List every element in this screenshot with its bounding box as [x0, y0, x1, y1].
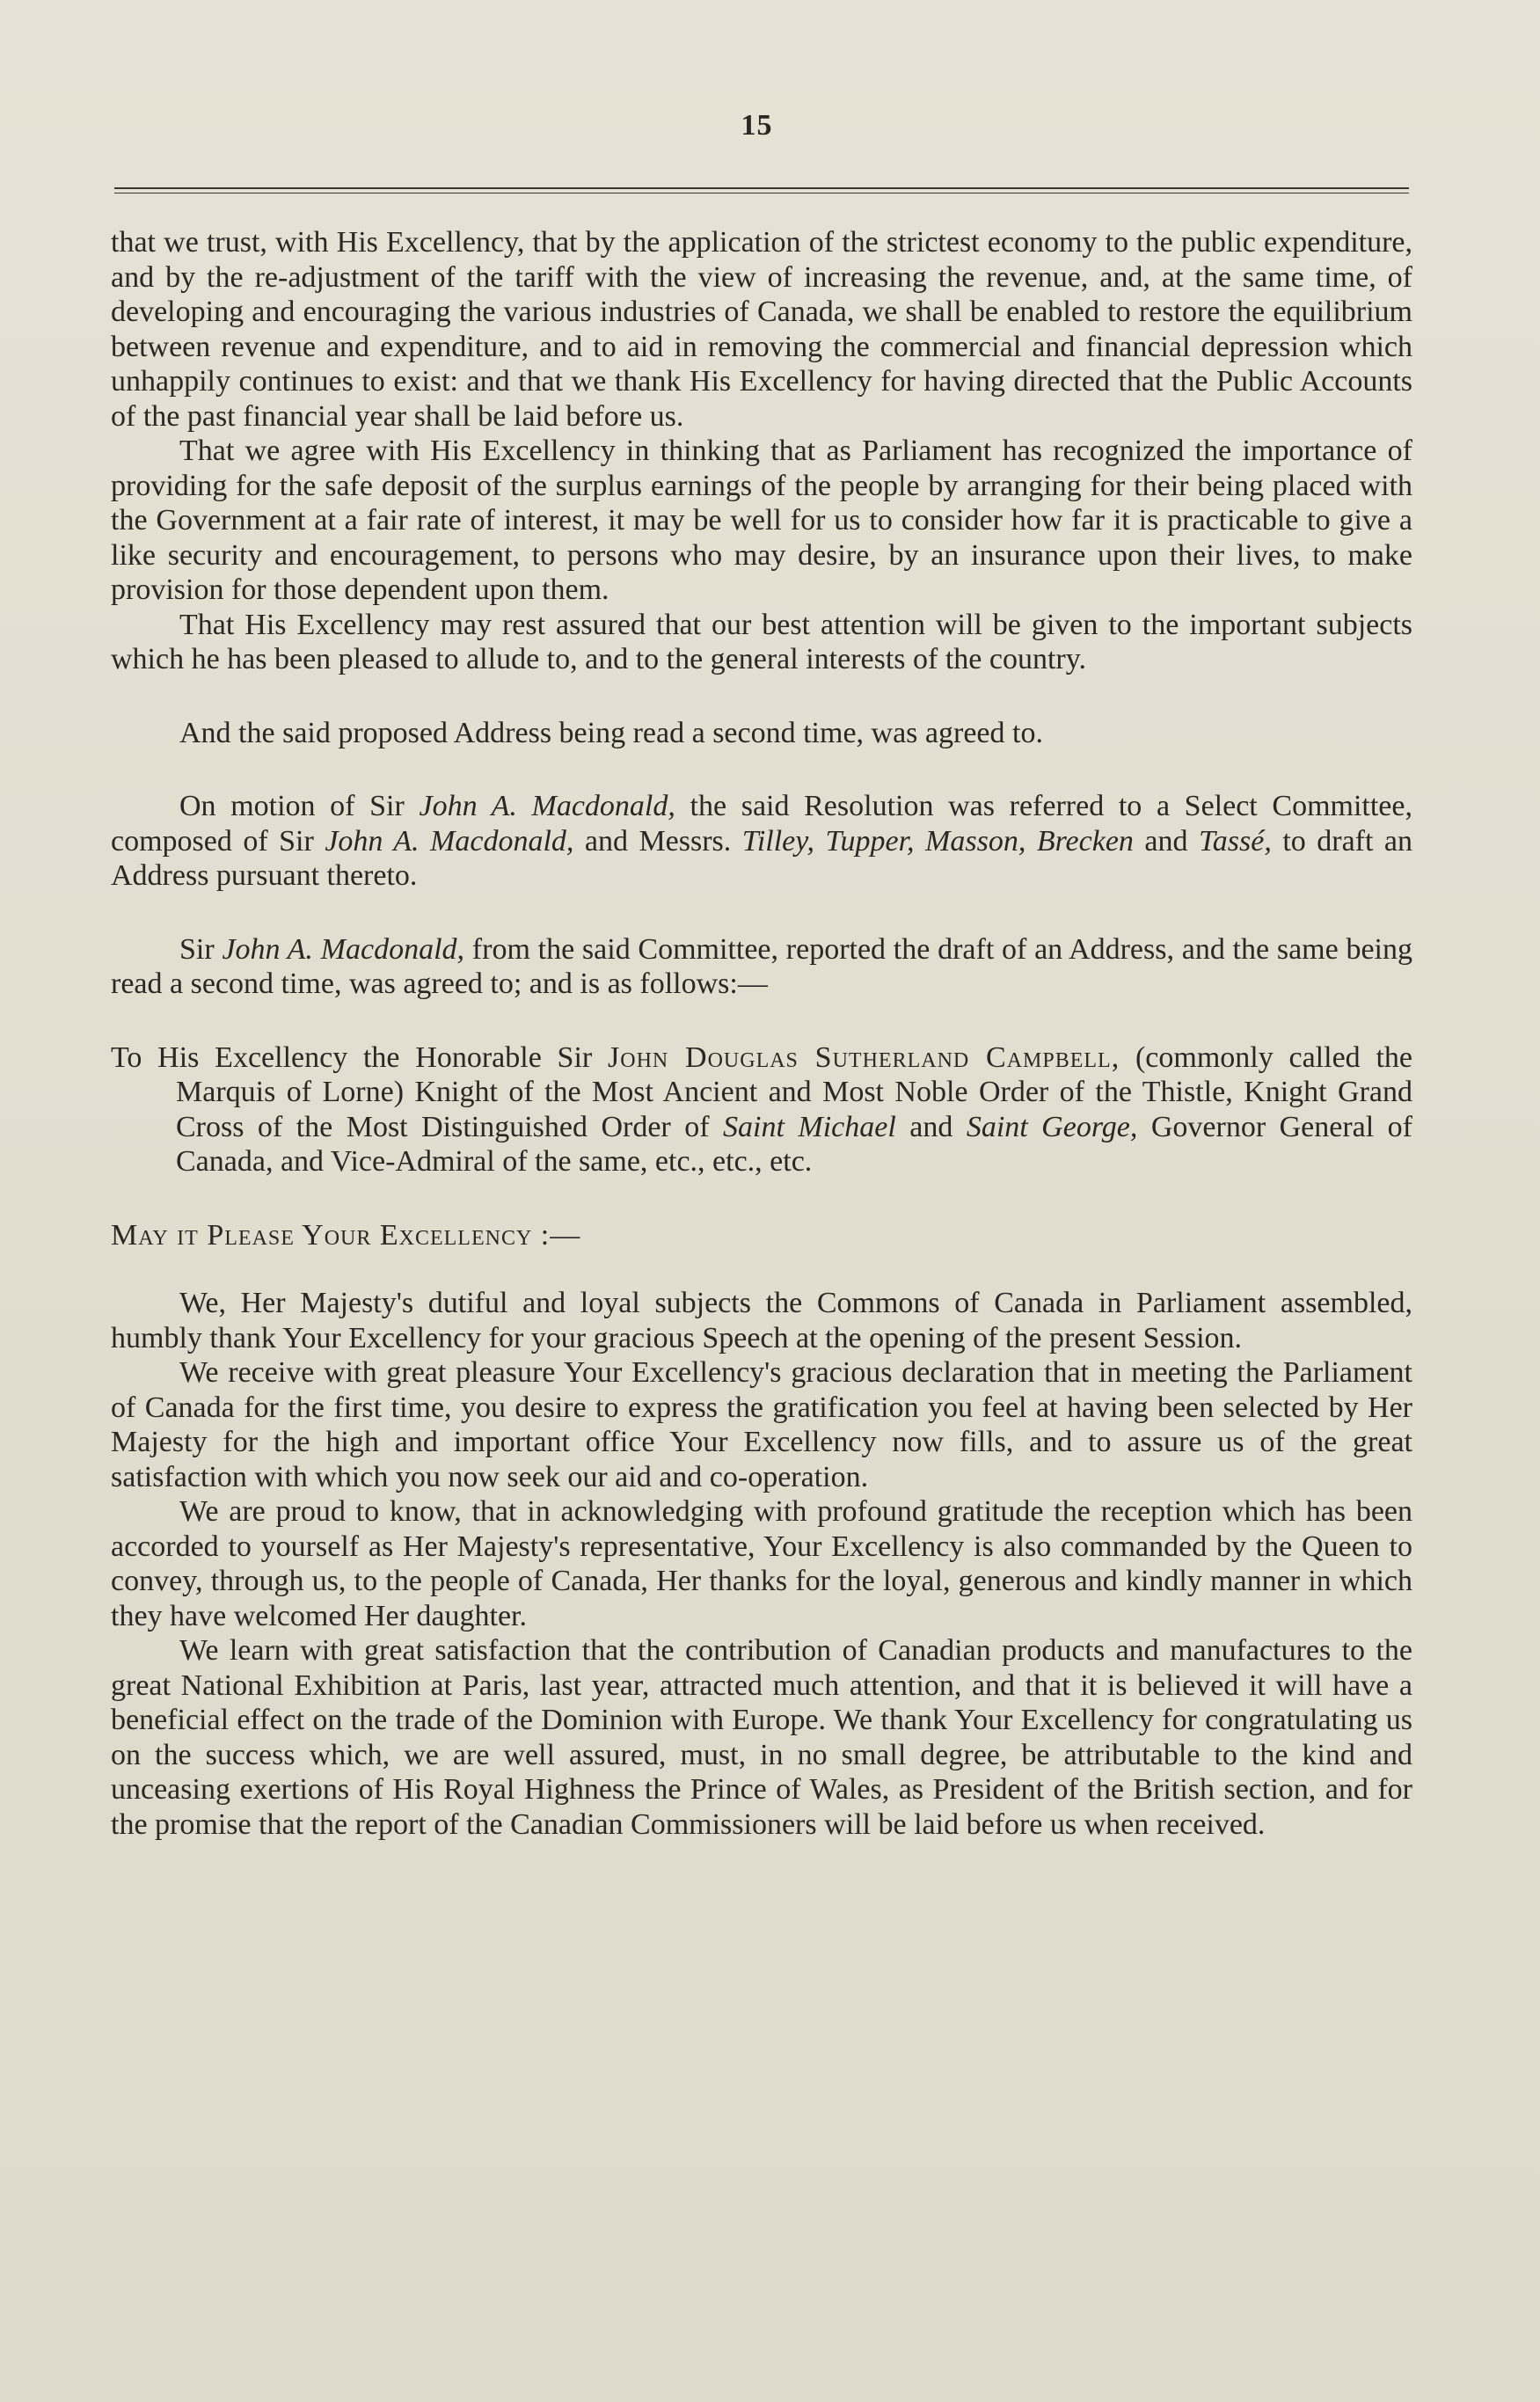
- paragraph-address-agreed: And the said proposed Address being read a second time, was agreed to.: [179, 716, 1043, 749]
- name-saint-george: Saint George,: [966, 1110, 1138, 1143]
- name-macdonald: John A. Macdonald,: [222, 932, 465, 966]
- body-text: [111, 225, 1412, 1842]
- name-saint-michael: Saint Michael: [723, 1110, 896, 1143]
- page-number: 15: [741, 109, 773, 142]
- paragraph-committee-report: Sir John A. Macdonald, from the said Committee, reported the draft of an Address, and the same being read a second time, was agreed to; and is as follows:—: [111, 932, 1412, 1000]
- name-campbell: John Douglas Sutherland Campbell,: [608, 1040, 1120, 1074]
- address-recipient: To His Excellency the Honorable Sir John Douglas Sutherland Campbell, (commonly called the Marquis of Lorne) Knight of the Most Ancient and Most Noble Order of the Thistle, Knight Grand Cross of the Most Distinguished Order of Saint Michael and Saint George, Governor General of Canada, and Vice-Admiral of the same, etc., etc., etc.: [111, 1040, 1412, 1178]
- paragraph-insurance: That we agree with His Excellency in thinking that as Parliament has recognized the importance of providing for the safe deposit of the surplus earnings of the people by arranging for their being placed with the Government at a fair rate of interest, it may be well for us to consider how far it is practicable to give a like security and encouragement, to persons who may desire, by an insurance upon their lives, to make provision for those dependent upon them.: [111, 434, 1412, 606]
- name-masson: Masson,: [925, 824, 1026, 858]
- name-tupper: Tupper,: [825, 824, 915, 858]
- name-macdonald: John A. Macdonald,: [325, 824, 574, 858]
- paragraph-declaration: We receive with great pleasure Your Excellency's gracious declaration that in meeting the Parliament of Canada for the first time, you desire to express the gratification you feel at having been selected by Her Majesty for the high and important office Your Excellency now fills, and to assure us of the great satisfaction with which you now seek our aid and co-operation.: [111, 1356, 1412, 1493]
- paragraph-thanks: We, Her Majesty's dutiful and loyal subjects the Commons of Canada in Parliament assembled, humbly thank Your Excellency for your gracious Speech at the opening of the present Session.: [111, 1287, 1412, 1354]
- name-tasse: Tassé,: [1198, 824, 1272, 858]
- paragraph-motion: On motion of Sir John A. Macdonald, the said Resolution was referred to a Select Committee, composed of Sir John A. Macdonald, and Messrs. Tilley, Tupper, Masson, Brecken and Tassé, to draft an Address pursuant thereto.: [111, 790, 1412, 892]
- name-tilley: Tilley,: [741, 824, 814, 858]
- salutation: May it Please Your Excellency :—: [111, 1218, 581, 1252]
- name-brecken: Brecken: [1036, 824, 1134, 858]
- paragraph-exhibition: We learn with great satisfaction that the contribution of Canadian products and manufactures to the great National Exhibition at Paris, last year, attracted much attention, and that it is believed it will have a beneficial effect on the trade of the Dominion with Europe. We thank Your Excellency for congratulating us on the success which, we are well assured, must, in no small degree, be attributable to the kind and unceasing exertions of His Royal Highness the Prince of Wales, as President of the British section, and for the promise that the report of the Canadian Commissioners will be laid before us when received.: [111, 1634, 1412, 1841]
- header-rule: [114, 187, 1409, 189]
- paragraph-gratitude: We are proud to know, that in acknowledging with profound gratitude the reception which has been accorded to yourself as Her Majesty's representative, Your Excellency is also commanded by the Queen to convey, through us, to the people of Canada, Her thanks for the loyal, generous and kindly manner in which they have welcomed Her daughter.: [111, 1495, 1412, 1632]
- paragraph-assurance: That His Excellency may rest assured that our best attention will be given to the important subjects which he has been pleased to allude to, and to the general interests of the country.: [111, 608, 1412, 675]
- paragraph-continuation: that we trust, with His Excellency, that by the application of the strictest economy to the public expenditure, and by the re-adjustment of the tariff with the view of increasing the revenue, and, at the same time, of developing and encouraging the various industries of Canada, we shall be enabled to restore the equilibrium between revenue and expenditure, and to aid in removing the commercial and financial depression which unhappily continues to exist: and that we thank His Excellency for having directed that the Public Accounts of the past financial year shall be laid before us.: [111, 226, 1412, 433]
- name-macdonald: John A. Macdonald,: [419, 790, 675, 822]
